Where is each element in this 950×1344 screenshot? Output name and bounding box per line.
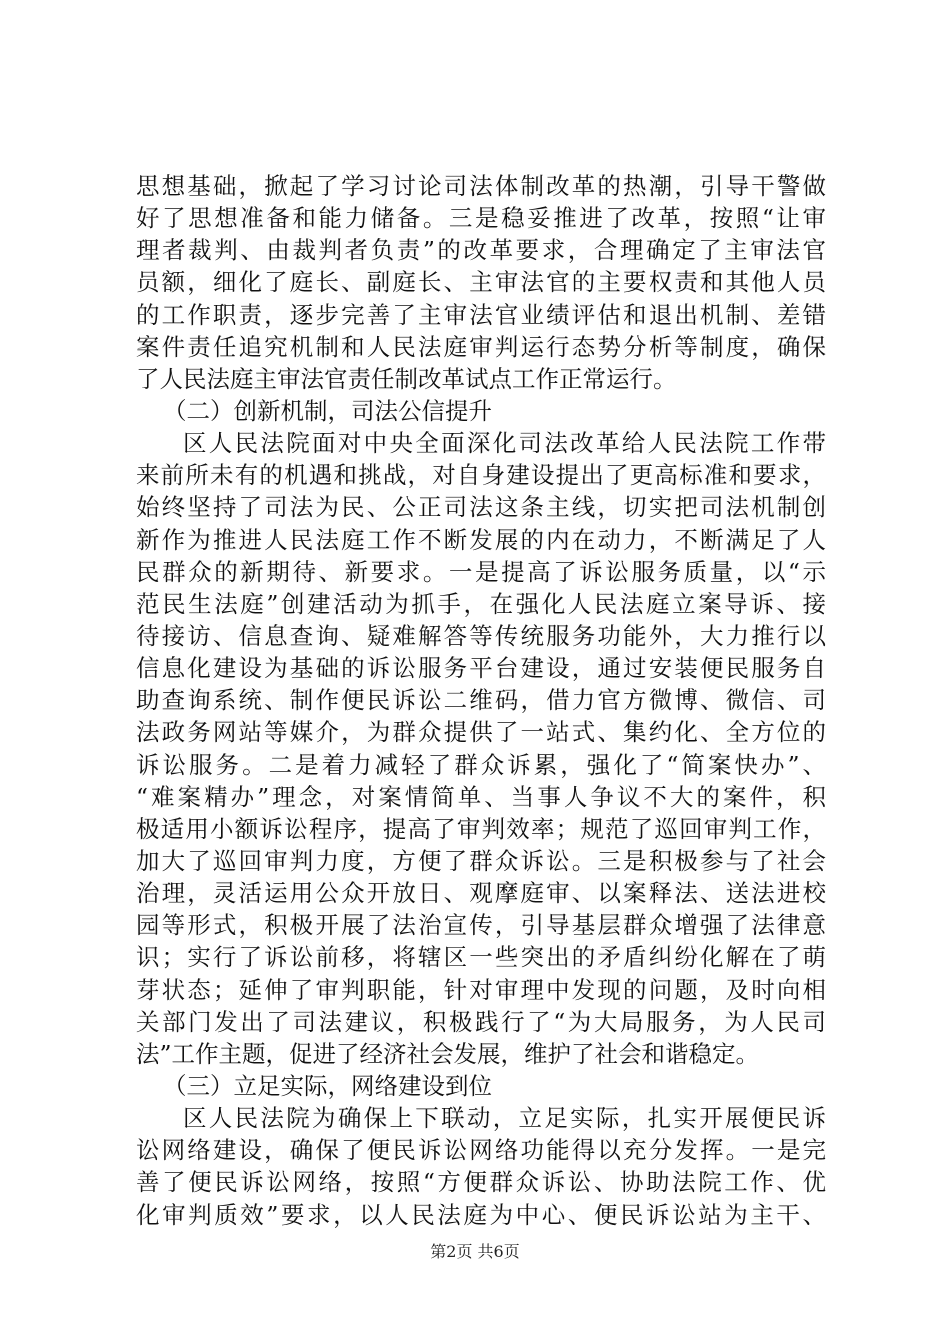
text-line: 思想基础，掀起了学习讨论司法体制改革的热潮，引导干警做 bbox=[136, 172, 826, 200]
text-line: 园等形式，积极开展了法治宣传，引导基层群众增强了法律意 bbox=[136, 911, 826, 940]
document-body bbox=[136, 170, 826, 1231]
text-line: 助查询系统、制作便民诉讼二维码，借力官方微博、微信、司 bbox=[136, 686, 826, 715]
section-heading: （三）立足实际，网络建设到位 bbox=[163, 1071, 492, 1100]
text-line: 法政务网站等媒介，为群众提供了一站式、集约化、全方位的 bbox=[136, 718, 826, 747]
text-line: 诉讼服务。二是着力减轻了群众诉累，强化了“简案快办”、 bbox=[136, 750, 826, 779]
page-number-footer: 第2页 共6页 bbox=[430, 1242, 520, 1261]
text-line: 新作为推进人民法庭工作不断发展的内在动力，不断满足了人 bbox=[136, 525, 826, 554]
text-line: 范民生法庭”创建活动为抓手，在强化人民法庭立案导诉、接 bbox=[136, 589, 826, 618]
text-line: 善了便民诉讼网络，按照“方便群众诉讼、协助法院工作、优 bbox=[136, 1168, 826, 1197]
text-line: 识；实行了诉讼前移，将辖区一些突出的矛盾纠纷化解在了萌 bbox=[136, 943, 826, 972]
text-line: 待接访、信息查询、疑难解答等传统服务功能外，大力推行以 bbox=[136, 621, 826, 650]
text-line: 理者裁判、由裁判者负责”的改革要求，合理确定了主审法官 bbox=[136, 236, 826, 265]
text-line: 治理，灵活运用公众开放日、观摩庭审、以案释法、送法进校 bbox=[136, 879, 826, 908]
text-line: 信息化建设为基础的诉讼服务平台建设，通过安装便民服务自 bbox=[136, 654, 826, 683]
text-line: 化审判质效”要求，以人民法庭为中心、便民诉讼站为主干、 bbox=[136, 1200, 826, 1229]
section-heading: （二）创新机制，司法公信提升 bbox=[163, 396, 492, 425]
text-line: 民群众的新期待、新要求。一是提高了诉讼服务质量，以“示 bbox=[136, 557, 826, 586]
text-line: 极适用小额诉讼程序，提高了审判效率；规范了巡回审判工作， bbox=[136, 814, 826, 843]
text-line: 员额，细化了庭长、副庭长、主审法官的主要权责和其他人员 bbox=[136, 268, 826, 297]
text-line: 区人民法院面对中央全面深化司法改革给人民法院工作带 bbox=[183, 429, 826, 458]
text-line: 加大了巡回审判力度，方便了群众诉讼。三是积极参与了社会 bbox=[136, 846, 826, 875]
text-line: 好了思想准备和能力储备。三是稳妥推进了改革，按照“让审 bbox=[136, 204, 826, 233]
text-line: 始终坚持了司法为民、公正司法这条主线，切实把司法机制创 bbox=[136, 493, 826, 522]
text-line: 讼网络建设，确保了便民诉讼网络功能得以充分发挥。一是完 bbox=[136, 1136, 826, 1165]
text-line: 芽状态；延伸了审判职能，针对审理中发现的问题，及时向相 bbox=[136, 975, 826, 1004]
text-line: 来前所未有的机遇和挑战，对自身建设提出了更高标准和要求， bbox=[136, 461, 826, 490]
text-line: 关部门发出了司法建议，积极践行了“为大局服务，为人民司 bbox=[136, 1007, 826, 1036]
text-line: 区人民法院为确保上下联动，立足实际，扎实开展便民诉 bbox=[183, 1104, 826, 1133]
text-line: “难案精办”理念，对案情简单、当事人争议不大的案件，积 bbox=[136, 782, 826, 811]
text-line: 了人民法庭主审法官责任制改革试点工作正常运行。 bbox=[136, 364, 677, 393]
text-line: 的工作职责，逐步完善了主审法官业绩评估和退出机制、差错 bbox=[136, 300, 826, 329]
text-line: 案件责任追究机制和人民法庭审判运行态势分析等制度，确保 bbox=[136, 332, 826, 361]
text-line: 法”工作主题，促进了经济社会发展，维护了社会和谐稳定。 bbox=[136, 1039, 760, 1068]
